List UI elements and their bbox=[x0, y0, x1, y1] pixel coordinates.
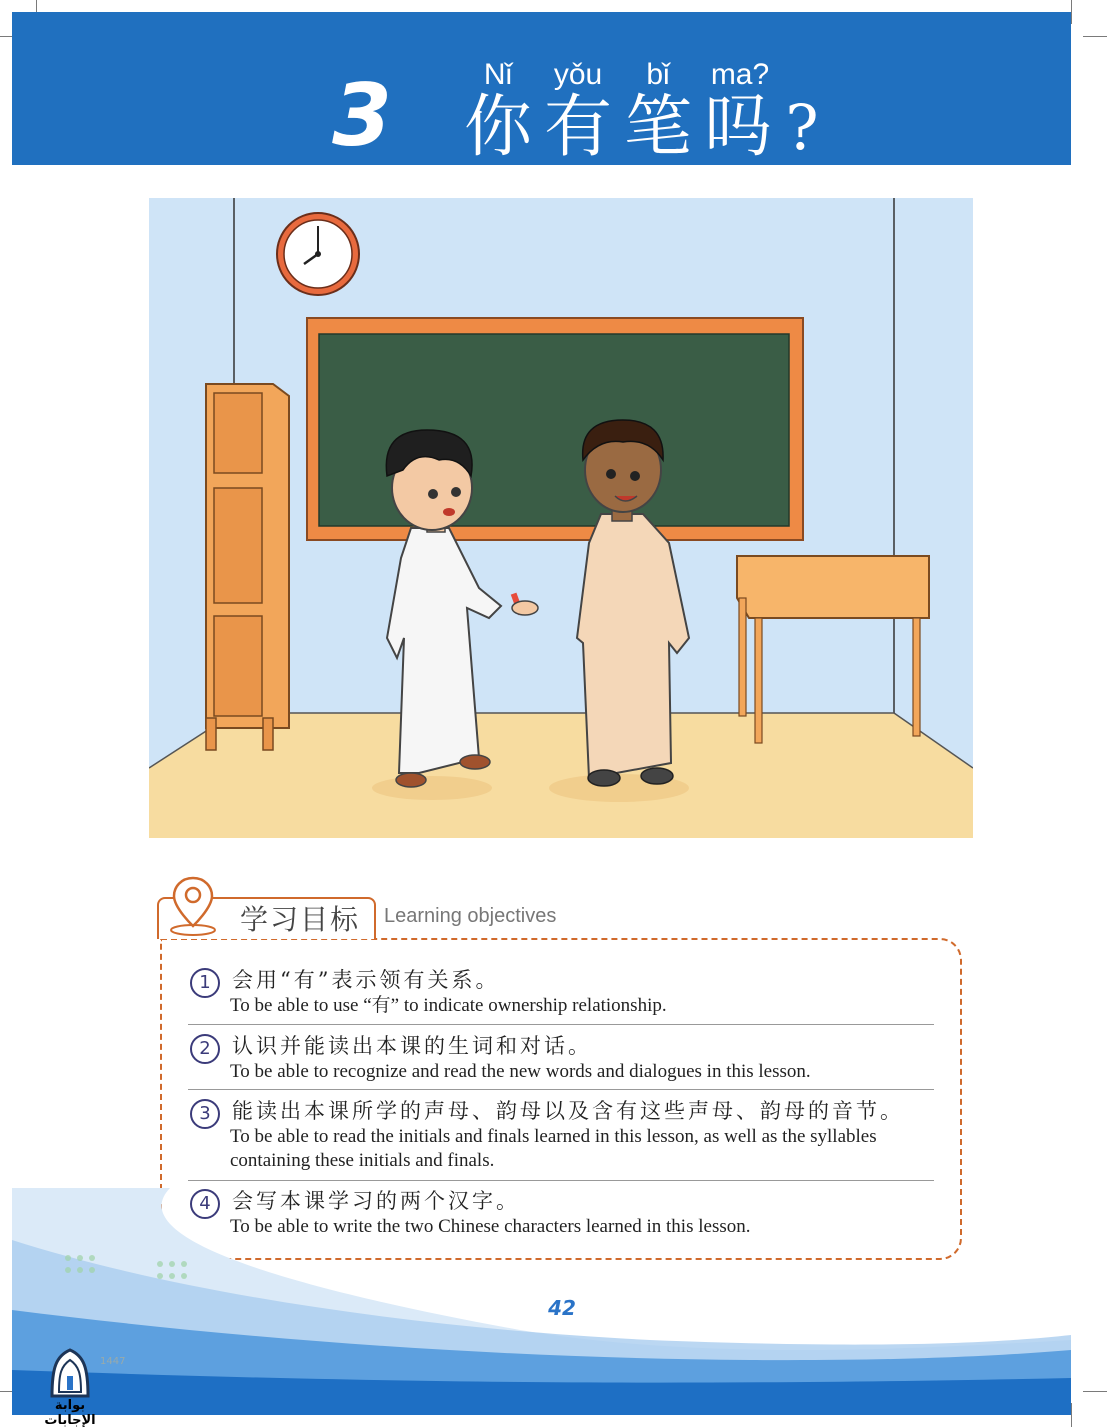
objective-cn: 会用“有”表示领有关系。 bbox=[232, 968, 500, 992]
logo-year: 1447 bbox=[100, 1356, 126, 1367]
pinyin-bi: bǐ bbox=[646, 58, 670, 91]
objective-en: To be able to use “有” to indicate ownership relationship. bbox=[230, 995, 667, 1016]
objective-number: 4 bbox=[190, 1189, 220, 1219]
pinyin-ni: Nǐ bbox=[483, 58, 513, 91]
question-mark: ? bbox=[785, 91, 819, 164]
objective-en: To be able to write the two Chinese characters learned in this lesson. bbox=[230, 1216, 751, 1237]
objectives-title-cn: 学习目标 bbox=[240, 903, 361, 936]
objective-divider bbox=[188, 1024, 934, 1025]
hanzi-bi: 笔 bbox=[623, 88, 692, 167]
objective-cn: 认识并能读出本课的生词和对话。 bbox=[232, 1034, 592, 1058]
objective-number: 3 bbox=[190, 1099, 220, 1129]
objective-en: To be able to read the initials and finals learned in this lesson, as well as the syllables containing these initials and finals. bbox=[230, 1126, 877, 1171]
blackboard bbox=[307, 318, 803, 540]
pinyin-you: yǒu bbox=[553, 58, 603, 91]
objective-en: To be able to recognize and read the new words and dialogues in this lesson. bbox=[230, 1061, 811, 1082]
classroom-illustration bbox=[149, 198, 973, 838]
hanzi-you: 有 bbox=[543, 88, 612, 167]
pinyin-ma: ma? bbox=[710, 58, 770, 91]
objective-number: 1 bbox=[190, 968, 220, 998]
hanzi-ni: 你 bbox=[463, 88, 532, 167]
objective-divider bbox=[188, 1089, 934, 1090]
crop-mark bbox=[1071, 0, 1072, 24]
objective-number: 2 bbox=[190, 1034, 220, 1064]
page-number: 42 bbox=[548, 1296, 576, 1320]
hanzi-ma: 吗 bbox=[703, 88, 772, 167]
objectives-title-en: Learning objectives bbox=[384, 905, 557, 927]
portal-logo-text: بوابة الإجابات bbox=[44, 1398, 96, 1428]
lesson-number: 3 bbox=[332, 66, 392, 166]
crop-mark bbox=[1083, 36, 1107, 37]
wall-clock-icon bbox=[277, 213, 359, 295]
objective-cn: 能读出本课所学的声母、韵母以及含有这些声母、韵母的音节。 bbox=[232, 1099, 904, 1123]
location-pin-icon bbox=[160, 872, 226, 938]
objective-cn: 会写本课学习的两个汉字。 bbox=[232, 1189, 520, 1213]
mosque-logo-icon bbox=[46, 1348, 94, 1398]
wooden-cabinet bbox=[206, 384, 289, 750]
